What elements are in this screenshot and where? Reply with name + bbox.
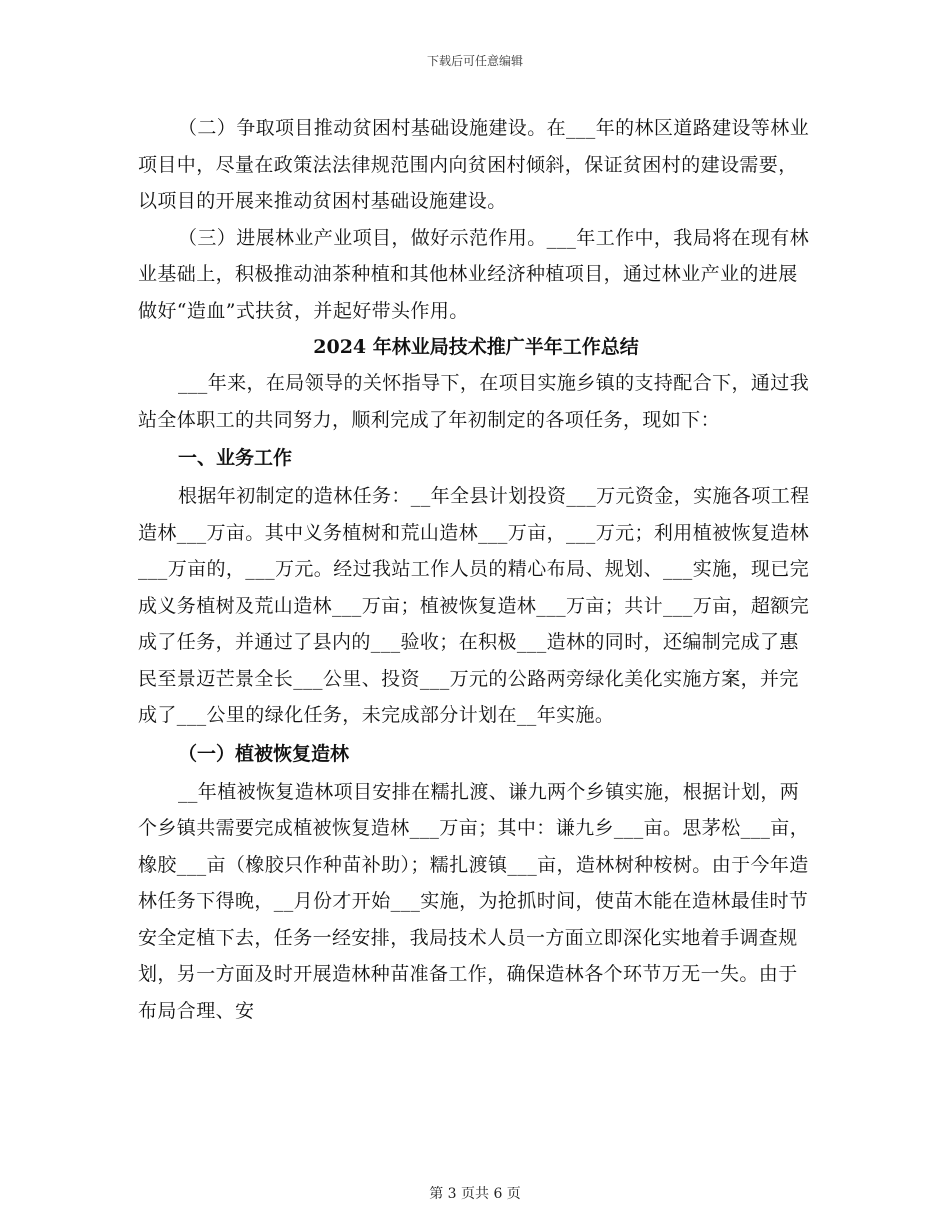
paragraph: 根据年初制定的造林任务：__年全县计划投资___万元资金，实施各项工程造林___万亩。其中义务植树和荒山造林___万亩，___万元；利用植被恢复造林___万亩的，___万元。经过我站工作人员的精心布局、规划、___实施，现已完成义务植树及荒山造林___万亩；植被恢复造林___万亩；共计___万亩，超额完成了任务，并通过了县内的___验收；在积极___造林的同时，还编制完成了惠民至景迈芒景全长___公里、投资___万元的公路两旁绿化美化实施方案，并完成了___公里的绿化任务，未完成部分计划在__年实施。 [138, 485, 810, 726]
subsection-heading: （一）植被恢复造林 [178, 742, 350, 765]
page-header: 下载后可任意编辑 [426, 54, 523, 68]
page-footer: 第 3 页共 6 页 [429, 1186, 521, 1202]
paragraph: ___年来，在局领导的关怀指导下，在项目实施乡镇的支持配合下，通过我站全体职工的共同努力，顺利完成了年初制定的各项任务，现如下： [138, 372, 810, 431]
document-body [138, 110, 814, 1029]
section-heading: 一、业务工作 [178, 447, 293, 469]
document-title: 2024 年林业局技术推广半年工作总结 [313, 336, 639, 358]
paragraph: __年植被恢复造林项目安排在糯扎渡、谦九两个乡镇实施，根据计划，两个乡镇共需要完成植被恢复造林___万亩；其中：谦九乡___亩。思茅松___亩，橡胶___亩（橡胶只作种苗补助）；糯扎渡镇___亩，造林树种桉树。由于今年造林任务下得晚，__月份才开始___实施，为抢抓时间，使苗木能在造林最佳时节安全定植下去，任务一经安排，我局技术人员一方面立即深化实地着手调查规划，另一方面及时开展造林种苗准备工作，确保造林各个环节万无一失。由于布局合理、安 [138, 780, 810, 1022]
paragraph: （三）进展林业产业项目，做好示范作用。___年工作中，我局将在现有林业基础上，积极推动油茶种植和其他林业经济种植项目，通过林业产业的进展做好“造血”式扶贫，并起好带头作用。 [138, 226, 810, 322]
paragraph: （二）争取项目推动贫困村基础设施建设。在___年的林区道路建设等林业项目中，尽量在政策法法律规范围内向贫困村倾斜，保证贫困村的建设需要，以项目的开展来推动贫困村基础设施建设。 [138, 117, 810, 212]
